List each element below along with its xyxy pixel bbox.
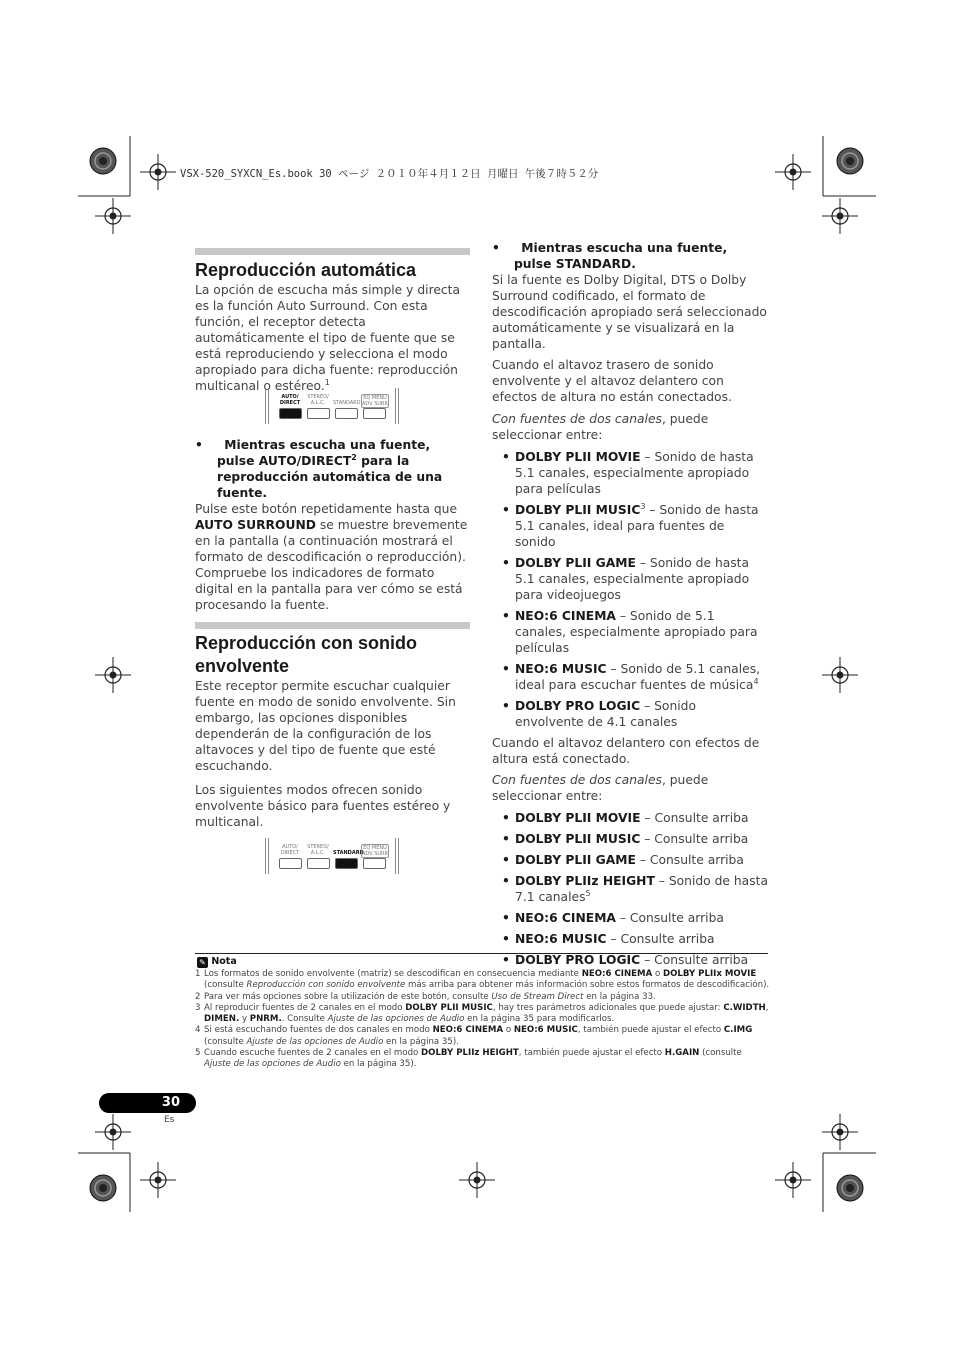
note-text: Uso de Stream Direct — [491, 991, 584, 1002]
mode-description: – Sonido de 5.1 canales, especialmente apropiado para películas — [515, 609, 758, 655]
section-title-auto: Reproducción automática — [195, 260, 417, 280]
section-bar — [195, 622, 470, 629]
note-text: en la página 35). — [383, 1036, 459, 1047]
mode-name: NEO:6 MUSIC — [515, 662, 607, 676]
label-standard: STANDARD — [333, 400, 361, 406]
note-text: DOLBY PLIIz HEIGHT — [421, 1048, 519, 1059]
note-text: , hay tres parámetros adicionales que puede ajustar: — [492, 1002, 724, 1013]
mode-list-no-height — [492, 449, 768, 730]
auto-direct-button — [279, 408, 302, 419]
note-text: Ajuste de las opciones de Audio — [204, 1059, 341, 1070]
note-text: C.WIDTH — [723, 1002, 766, 1013]
note-text: C.IMG — [723, 1025, 753, 1036]
mode-name: DOLBY PRO LOGIC — [515, 953, 641, 967]
note-text: DIMEN. — [204, 1014, 240, 1025]
mode-list-item — [492, 661, 768, 693]
mode-name: DOLBY PRO LOGIC — [515, 699, 641, 713]
note-text: en la página 33. — [583, 991, 656, 1002]
mode-list-height — [492, 810, 768, 968]
mode-name: NEO:6 CINEMA — [515, 911, 616, 925]
mode-list-item — [492, 873, 768, 905]
note-text: H.GAIN — [664, 1048, 700, 1059]
auto-direct-button — [279, 858, 302, 869]
mode-name: DOLBY PLII MUSIC — [515, 503, 641, 517]
bullet-standard: • Mientras escucha una fuente, pulse STANDARD. — [492, 241, 728, 271]
adv-surr-button — [363, 408, 386, 419]
note-number: 5 — [195, 1048, 201, 1059]
note-number: 3 — [195, 1002, 201, 1013]
notes-rule — [195, 953, 768, 954]
section-title-surround: Reproducción con sonido envolvente — [195, 633, 418, 676]
mode-name: DOLBY PLII MUSIC — [515, 832, 641, 846]
note-number: 2 — [195, 991, 201, 1002]
note-text: NEO:6 CINEMA — [432, 1025, 504, 1036]
note-text: Reproducción con sonido envolvente — [246, 980, 406, 991]
mode-name: NEO:6 CINEMA — [515, 609, 616, 623]
page-number: 30 — [99, 1093, 196, 1113]
note-text: Los formatos de sonido envolvente (matriz) se descodifican en consecuencia mediante — [204, 969, 582, 979]
auto-intro: La opción de escucha más simple y directa es la función Auto Surround. Con esta función, el receptor detecta automáticamente el tipo de fuente que se está reproduciendo y selecciona el modo apropiado para dicha fuente: reproducción multicanal o estéreo.$^1$ — [195, 283, 461, 393]
mode-description: – Consulte arriba — [606, 932, 715, 946]
note-item — [195, 992, 770, 1003]
left-column-cont — [195, 437, 470, 619]
note-text: Ajuste de las opciones de Audio — [246, 1036, 384, 1047]
note-text: NEO:6 MUSIC — [513, 1025, 578, 1036]
stereo-alc-button — [307, 858, 330, 869]
surround-intro: Este receptor permite escuchar cualquier fuente en modo de sonido envolvente. Sin embargo, las opciones disponibles dependerán de la configuración de los altavoces y del tipo de fuente que esté escuchando. — [195, 679, 456, 773]
label-stereo-alc: STEREO/ A.L.C. — [307, 394, 329, 406]
note-text: en la página 35). — [340, 1059, 417, 1070]
note-item — [195, 1048, 770, 1071]
pencil-icon: ✎ — [197, 957, 208, 968]
notes-header: ✎ Nota — [197, 956, 237, 968]
label-standard: STANDARD — [333, 850, 364, 856]
mode-name: DOLBY PLII GAME — [515, 853, 636, 867]
mode-list-item — [492, 555, 768, 603]
mode-list-item — [492, 852, 768, 868]
mode-description: – Sonido de hasta 7.1 canales — [515, 874, 768, 904]
adv-surr-button — [363, 858, 386, 869]
label-auto-direct: AUTO/ DIRECT — [279, 394, 301, 406]
label-stereo-alc: STEREO/ A.L.C. — [307, 844, 329, 856]
right-column — [492, 240, 768, 973]
surround-modes-intro: Los siguientes modos ofrecen sonido envolvente básico para fuentes estéreo y multicanal. — [195, 783, 451, 829]
stereo-alc-button — [307, 408, 330, 419]
note-text: , — [765, 1002, 769, 1013]
note-text: , también puede ajustar el efecto — [518, 1048, 665, 1059]
note-text: o — [652, 969, 663, 979]
standard-p4: Cuando el altavoz delantero con efectos de altura está conectado. — [492, 736, 760, 766]
mode-list-item — [492, 952, 768, 968]
note-number: 4 — [195, 1025, 201, 1036]
mode-description: – Consulte arriba — [640, 811, 749, 825]
mode-name: DOLBY PLII GAME — [515, 556, 636, 570]
mode-list-item — [492, 910, 768, 926]
note-item — [195, 969, 770, 992]
note-text: más arriba para obtener más información sobre estos formatos de descodificación). — [405, 980, 770, 991]
label-eq-menu: EQ MENU ADV SURR — [362, 395, 388, 407]
note-text: en la página 35 para modificarlos. — [464, 1014, 615, 1025]
mode-description: – Sonido de hasta 5.1 canales, ideal para fuentes de sonido — [515, 503, 759, 549]
mode-description: – Sonido de 5.1 canales, ideal para escuchar fuentes de música — [515, 662, 761, 692]
mode-name: DOLBY PLII MOVIE — [515, 450, 641, 464]
label-eq-menu: EQ MENU ADV SURR — [362, 845, 388, 857]
mode-list-item — [492, 608, 768, 656]
mode-name: NEO:6 MUSIC — [515, 932, 607, 946]
section-bar — [195, 248, 470, 255]
label-auto-direct: AUTO/ DIRECT — [280, 844, 300, 856]
mode-description: – Consulte arriba — [615, 911, 724, 925]
mode-list-item — [492, 502, 768, 550]
note-text: Cuando escuche fuentes de 2 canales en el modo — [204, 1048, 422, 1059]
note-item — [195, 1025, 770, 1048]
mode-list-item — [492, 810, 768, 826]
note-text: Ajuste de las opciones de Audio — [327, 1014, 465, 1025]
note-text: , también puede ajustar el efecto — [577, 1025, 724, 1036]
notes-list — [195, 969, 770, 1071]
note-text: . Consulte — [281, 1014, 328, 1025]
note-text: o — [503, 1025, 514, 1036]
note-text: PNRM. — [249, 1014, 282, 1025]
mode-description: – Sonido envolvente de 4.1 canales — [515, 699, 696, 729]
standard-button — [335, 408, 358, 419]
left-column — [195, 248, 470, 400]
footnote-ref: 4 — [753, 676, 759, 686]
left-column-section2 — [195, 622, 470, 836]
mode-list-item — [492, 698, 768, 730]
note-text: DOLBY PLIIx MOVIE — [662, 969, 757, 979]
print-header: VSX-520_SYXCN_Es.book 30 ページ ２０１０年４月１２日 月曜日 午後７時５２分 — [180, 168, 599, 180]
language-code: Es — [164, 1115, 175, 1125]
note-item — [195, 1003, 770, 1026]
standard-p5: Con fuentes de dos canales, puede seleccionar entre: — [492, 773, 709, 803]
mode-description: – Consulte arriba — [635, 853, 744, 867]
note-text: Si está escuchando fuentes de dos canales en modo — [204, 1025, 433, 1036]
note-text: Para ver más opciones sobre la utilización de este botón, consulte — [204, 991, 492, 1002]
note-text: (consulte — [204, 1036, 247, 1047]
note-text: (consulte — [699, 1048, 742, 1059]
bullet-auto-direct: • Mientras escucha una fuente, pulse AUTO/DIRECT$^2$ para la reproducción automática de una fuente. — [195, 438, 443, 500]
footnote-ref: 5 — [585, 888, 591, 898]
mode-description: – Consulte arriba — [640, 953, 749, 967]
front-panel-illustration-auto — [263, 388, 403, 424]
standard-p3: Con fuentes de dos canales, puede seleccionar entre: — [492, 412, 709, 442]
note-text: NEO:6 CINEMA — [581, 969, 653, 979]
mode-description: – Sonido de hasta 5.1 canales, especialmente apropiado para videojuegos — [515, 556, 750, 602]
note-text: y — [239, 1014, 250, 1025]
mode-list-item — [492, 831, 768, 847]
auto-explanation: Pulse este botón repetidamente hasta que AUTO SURROUND se muestre brevemente en la pantalla (a continuación mostrará el formato de descodificación o reproducción). Compruebe los indicadores de formato digital en la pantalla para ver cómo se está procesando la fuente. — [195, 502, 468, 612]
note-number: 1 — [195, 969, 201, 979]
front-panel-illustration-standard — [263, 838, 403, 874]
mode-description: – Consulte arriba — [640, 832, 749, 846]
note-text: (consulte — [204, 980, 247, 991]
footnote-ref: 3 — [640, 501, 646, 511]
mode-description: – Sonido de hasta 5.1 canales, especialmente apropiado para películas — [515, 450, 754, 496]
standard-button — [335, 858, 358, 869]
mode-name: DOLBY PLIIz HEIGHT — [515, 874, 655, 888]
mode-name: DOLBY PLII MOVIE — [515, 811, 641, 825]
note-text: Al reproducir fuentes de 2 canales en el modo — [204, 1002, 406, 1013]
note-text: DOLBY PLII MUSIC — [405, 1002, 493, 1013]
mode-list-item — [492, 449, 768, 497]
standard-p2: Cuando el altavoz trasero de sonido envolvente y el altavoz delantero con efectos de altura no están conectados. — [492, 358, 732, 404]
standard-p1: Si la fuente es Dolby Digital, DTS o Dolby Surround codificado, el formato de descodificación apropiado será seleccionado automáticamente y se visualizará en la pantalla. — [492, 273, 767, 351]
mode-list-item — [492, 931, 768, 947]
